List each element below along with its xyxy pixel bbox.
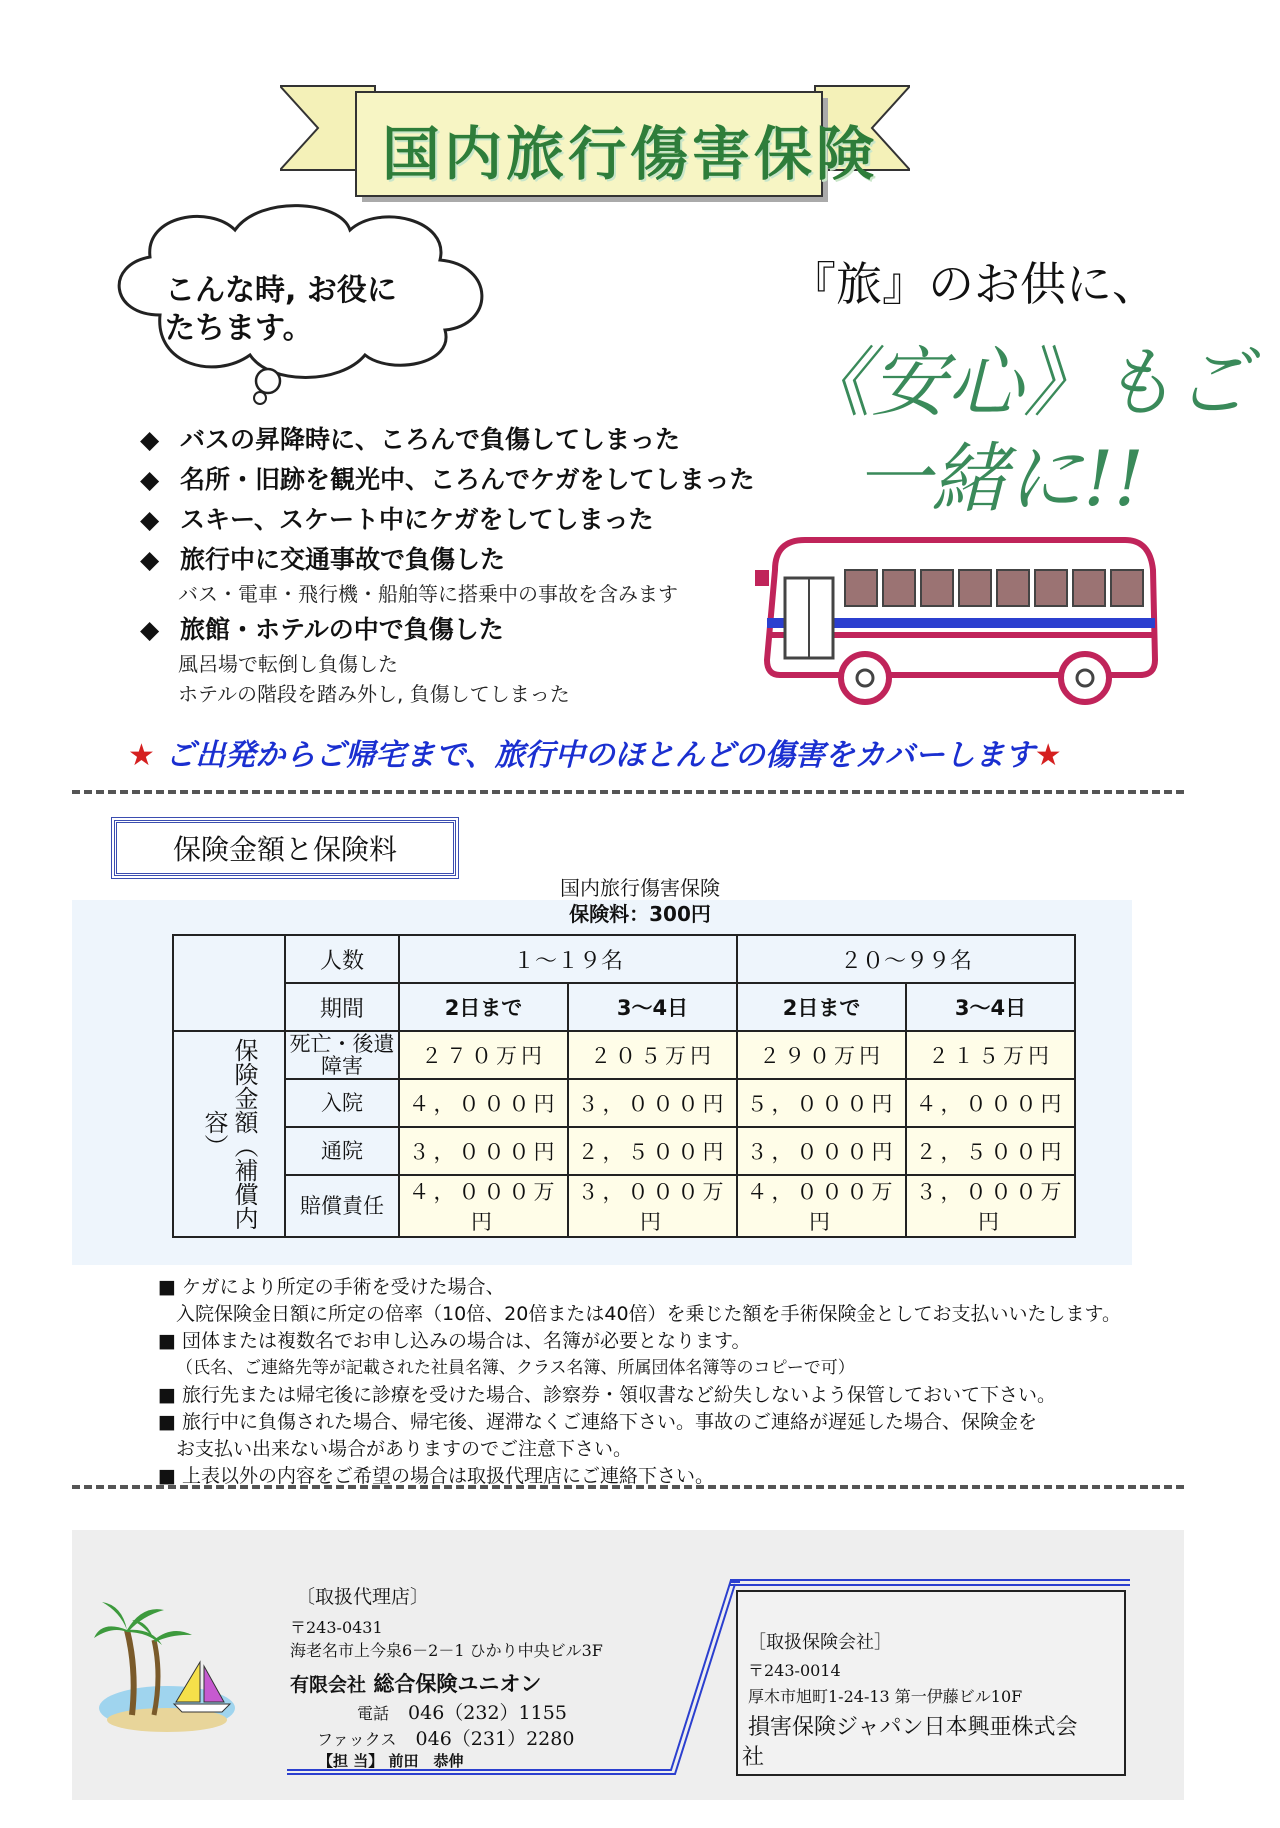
row-label: 通院: [285, 1127, 399, 1175]
header-period-2days: 2日まで: [399, 983, 568, 1031]
square-bullet-icon: ■: [158, 1384, 176, 1406]
note-item: ■ 上表以外の内容をご希望の場合は取扱代理店にご連絡下さい。: [158, 1465, 715, 1487]
insurer-frame-top: [730, 1576, 1130, 1588]
table-cell: ４，０００万円: [399, 1175, 568, 1237]
table-cell: ４，０００円: [399, 1079, 568, 1127]
bullet-item: ◆ 名所・旧跡を観光中、ころんでケガをしてしまった: [140, 465, 755, 494]
header-group-1: １～１９名: [399, 935, 737, 983]
table-cell: ２０５万円: [568, 1031, 737, 1079]
agent-label: 〔取扱代理店〕: [296, 1586, 430, 1608]
diamond-icon: ◆: [140, 615, 160, 644]
slogan-line3: 一緒に!!: [855, 434, 1145, 523]
row-label: 入院: [285, 1079, 399, 1127]
agent-name: 有限会社 総合保険ユニオン: [290, 1672, 542, 1696]
agent-person: 【担 当】 前田 恭伸: [318, 1752, 464, 1770]
insurer-name-line2: 社: [742, 1745, 765, 1770]
palm-beach-icon: [92, 1590, 242, 1740]
square-bullet-icon: ■: [158, 1276, 176, 1298]
bullet-item: ◆ 旅館・ホテルの中で負傷した: [140, 615, 504, 644]
section-divider: [72, 1485, 1184, 1489]
premium-fee: 保険料：300円: [569, 902, 711, 926]
table-cell: ２，５００円: [906, 1127, 1075, 1175]
note-item: ■ 旅行中に負傷された場合、帰宅後、遅滞なくご連絡下さい。事故のご連絡が遅延した場合、保険金を: [158, 1411, 1038, 1433]
cloud-text-line1: こんな時, お役に: [165, 273, 397, 308]
insurer-box: [736, 1590, 1126, 1776]
bullet-subtext: バス・電車・飛行機・船舶等に搭乗中の事故を含みます: [178, 582, 678, 606]
slogan-line1: 『旅』のお供に、: [790, 257, 1158, 311]
table-cell: ４，０００万円: [737, 1175, 906, 1237]
page-title: 国内旅行傷害保険: [381, 120, 878, 188]
bullet-item: ◆ 旅行中に交通事故で負傷した: [140, 545, 506, 574]
table-cell: ３，０００円: [737, 1127, 906, 1175]
bullet-item: ◆ バスの昇降時に、ころんで負傷してしまった: [140, 425, 681, 454]
note-item: ■ 団体または複数名でお申し込みの場合は、名簿が必要となります。: [158, 1330, 751, 1352]
table-corner: [173, 935, 285, 1031]
header-period: 期間: [285, 983, 399, 1031]
table-cell: ２，５００円: [568, 1127, 737, 1175]
table-cell: ５，０００円: [737, 1079, 906, 1127]
side-label-coverage: 保険金額（補償内容）: [173, 1031, 285, 1237]
square-bullet-icon: ■: [158, 1411, 176, 1433]
agent-address: 海老名市上今泉6－2－1 ひかり中央ビル3F: [290, 1641, 603, 1660]
note-continuation: （氏名、ご連絡先等が記載された社員名簿、クラス名簿、所属団体名簿等のコピーで可）: [176, 1358, 855, 1378]
table-cell: ４，０００円: [906, 1079, 1075, 1127]
row-label: 賠償責任: [285, 1175, 399, 1237]
slogan-line2: 《安心》もご: [795, 338, 1251, 427]
note-item: ■ 旅行先または帰宅後に診療を受けた場合、診察券・領収書など紛失しないよう保管しておいて下さい。: [158, 1384, 1057, 1406]
note-item: ■ ケガにより所定の手術を受けた場合、: [158, 1276, 505, 1298]
agent-fax: ファックス 046（231）2280: [317, 1728, 575, 1750]
table-cell: ２９０万円: [737, 1031, 906, 1079]
section-title: 保険金額と保険料: [114, 820, 456, 876]
table-cell: ３，０００万円: [906, 1175, 1075, 1237]
insurer-address: 厚木市旭町1-24-13 第一伊藤ビル10F: [748, 1687, 1023, 1706]
note-continuation: お支払い出来ない場合がありますのでご注意下さい。: [176, 1438, 633, 1460]
header-period-3-4days: 3～4日: [906, 983, 1075, 1031]
header-people: 人数: [285, 935, 399, 983]
note-continuation: 入院保険金日額に所定の倍率（10倍、20倍または40倍）を乗じた額を手術保険金としてお支払いいたします。: [176, 1303, 1122, 1325]
table-cell: ３，０００万円: [568, 1175, 737, 1237]
diamond-icon: ◆: [140, 425, 160, 454]
coverage-table: [172, 934, 1076, 1238]
bullet-subtext: 風呂場で転倒し負傷した: [178, 652, 398, 676]
insurer-zip: 〒243-0014: [748, 1661, 841, 1680]
bus-illustration: [755, 530, 1165, 705]
cloud-text-line2: たちます。: [165, 311, 313, 346]
table-cell: ３，０００円: [568, 1079, 737, 1127]
diamond-icon: ◆: [140, 545, 160, 574]
table-cell: ３，０００円: [399, 1127, 568, 1175]
agent-tel: 電話 046（232）1155: [357, 1702, 567, 1724]
coverage-statement: ★ ご出発からご帰宅まで、旅行中のほとんどの傷害をカバーします★: [128, 738, 1062, 773]
header-period-3-4days: 3～4日: [568, 983, 737, 1031]
table-cell: ２７０万円: [399, 1031, 568, 1079]
table-cell: ２１５万円: [906, 1031, 1075, 1079]
table-title: 国内旅行傷害保険: [560, 876, 720, 900]
header-period-2days: 2日まで: [737, 983, 906, 1031]
bullet-item: ◆ スキー、スケート中にケガをしてしまった: [140, 505, 654, 534]
insurer-label: ［取扱保険会社］: [748, 1632, 892, 1653]
row-label: 死亡・後遺障害: [285, 1031, 399, 1079]
square-bullet-icon: ■: [158, 1330, 176, 1352]
star-icon: ★: [128, 738, 155, 773]
agent-zip: 〒243-0431: [290, 1618, 383, 1637]
diamond-icon: ◆: [140, 465, 160, 494]
star-icon: ★: [1034, 738, 1062, 773]
diamond-icon: ◆: [140, 505, 160, 534]
square-bullet-icon: ■: [158, 1465, 176, 1487]
header-group-2: ２０～９９名: [737, 935, 1075, 983]
insurer-name-line1: 損害保険ジャパン日本興亜株式会: [748, 1715, 1078, 1740]
section-divider: [72, 790, 1184, 794]
bullet-subtext: ホテルの階段を踏み外し, 負傷してしまった: [178, 682, 570, 706]
